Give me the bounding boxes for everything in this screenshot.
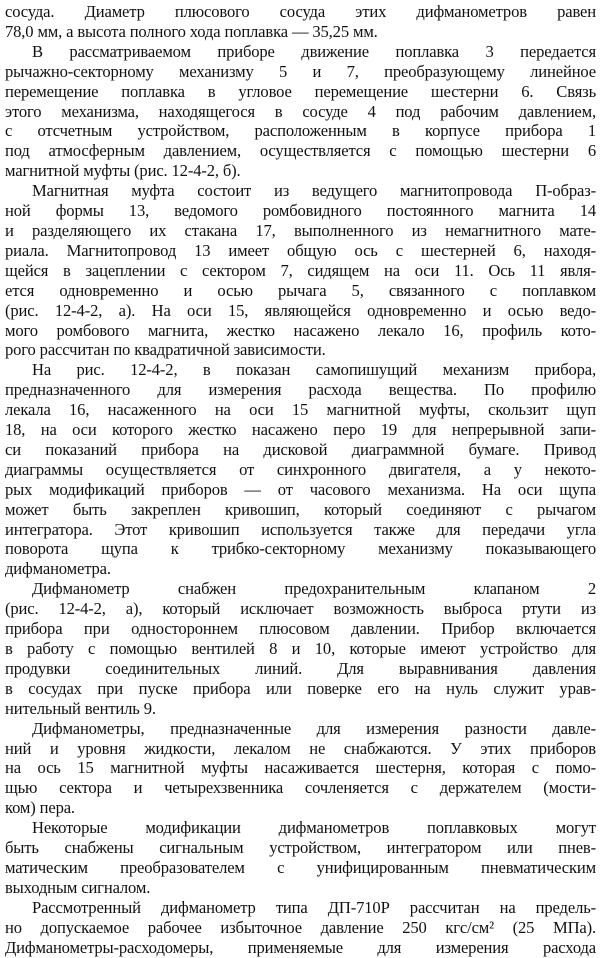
text-line: ком) пера. [5,798,75,818]
text-line: Некоторые модификации дифманометров поплавковых могут [32,818,596,838]
text-line: Рассмотренный дифманометр типа ДП-710Р рассчитан на предель- [32,897,596,917]
text-line: может быть закреплен кривошип, который соединяют с рычагом [5,499,596,519]
text-line: мого ромбового магнита, жестко насажено лекало 16, профиль кото- [5,320,596,340]
text-line: быть снабжены сигнальным устройством, интегратором или пнев- [5,838,596,858]
text-line: Магнитная муфта состоит из ведущего магнитопровода П-образ- [32,181,596,201]
text-line: Дифманометр снабжен предохранительным клапаном 2 [32,579,596,599]
text-line: выходным сигналом. [5,877,151,897]
text-line: си показаний прибора на дисковой диаграммной бумаге. Привод [5,439,596,459]
text-line: предназначенного для измерения расхода вещества. По профилю [5,380,596,400]
text-line: но допускаемое рабочее избыточное давление 250 кгс/см² (25 МПа). [5,917,596,937]
paragraph [5,360,596,579]
text-line: 78,0 мм, а высота полного хода поплавка — 35,25 мм. [5,21,378,41]
text-line: На рис. 12-4-2, в показан самопишущий механизм прибора, [32,360,596,380]
text-line: Дифманометры-расходомеры, применяемые для измерения расхода [5,937,596,957]
text-line: риала. Магнитопровод 13 имеет общую ось с шестерней 6, находя- [5,240,596,260]
text-line: этого механизма, находящегося в сосуде 4 под рабочим давлением, [5,101,596,121]
text-line: (рис. 12-4-2, а), который исключает возможность выброса ртути из [5,599,596,619]
text-line: нительный вентиль 9. [5,698,156,718]
text-line: Дифманометры, предназначенные для измерения разности давле- [32,718,596,738]
text-line: сосуда. Диаметр плюсового сосуда этих дифманометров равен [5,2,596,21]
text-line: под атмосферным давлением, осуществляется с помощью шестерни 6 [5,141,596,161]
paragraph [5,42,596,181]
text-line: щью сектора и четырехзвенника сочленяется с держателем (мости- [5,778,596,798]
text-line: рых модификаций приборов — от часового механизма. На оси щупа [5,479,596,499]
text-line: в сосудах при пуске прибора или поверке его на нуль служит урав- [5,678,596,698]
text-line: в работу с помощью вентилей 8 и 10, которые имеют устройство для [5,639,596,658]
text-line: ется одновременно и осью рычага 5, связанного с поплавком [5,280,596,300]
text-line: диаграммы осуществляется от синхронного двигателя, а у некото- [5,459,596,479]
text-line: щейся в зацеплении с сектором 7, сидящем на оси 11. Ось 11 явля- [5,260,596,280]
text-line: на ось 15 магнитной муфты насаживается шестерня, которая с помо- [5,758,596,778]
text-line: магнитной муфты (рис. 12-4-2, б). [5,161,241,181]
text-line: 18, на оси которого жестко насажено перо 19 для непрерывной запи- [5,420,596,440]
text-line: и разделяющего их стакана 17, выполненного из немагнитного мате- [5,220,596,240]
paragraph [5,818,596,898]
text-line: перемещение поплавка в угловое перемещение шестерни 6. Связь [5,81,596,101]
paragraph [5,579,596,718]
paragraph [5,898,596,958]
text-line: (рис. 12-4-2, а). На оси 15, являющейся одновременно и осью ведо- [5,300,596,320]
text-line: с отсчетным устройством, расположенным в корпусе прибора 1 [5,121,596,141]
text-line: рычажно-секторному механизму 5 и 7, преобразующему линейное [5,61,596,81]
paragraph [5,2,596,42]
text-line: дифманометра. [5,559,111,579]
text-line: В рассматриваемом приборе движение поплавка 3 передается [32,41,596,61]
text-line: рого рассчитан по квадратичной зависимости. [5,340,326,360]
text-line: ний и уровня жидкости, лекалом не снабжаются. У этих приборов [5,738,596,758]
text-line: поворота щупа к трибко-секторному механизму показывающего [5,539,596,559]
text-line: лекала 16, насаженного на оси 15 магнитной муфты, скользит щуп [5,400,596,420]
text-line: матическим преобразователем с унифицированным пневматическим [5,857,596,877]
text-line: прибора при одностороннем плюсовом давлении. Прибор включается [5,619,596,639]
paragraph [5,181,596,360]
paragraph [5,719,596,819]
text-line: интегратора. Этот кривошип используется также для передачи угла [5,519,596,539]
text-line: ной формы 13, ведомого ромбовидного постоянного магнита 14 [5,201,596,221]
text-line: продувки соединительных линий. Для выравнивания давления [5,658,596,678]
